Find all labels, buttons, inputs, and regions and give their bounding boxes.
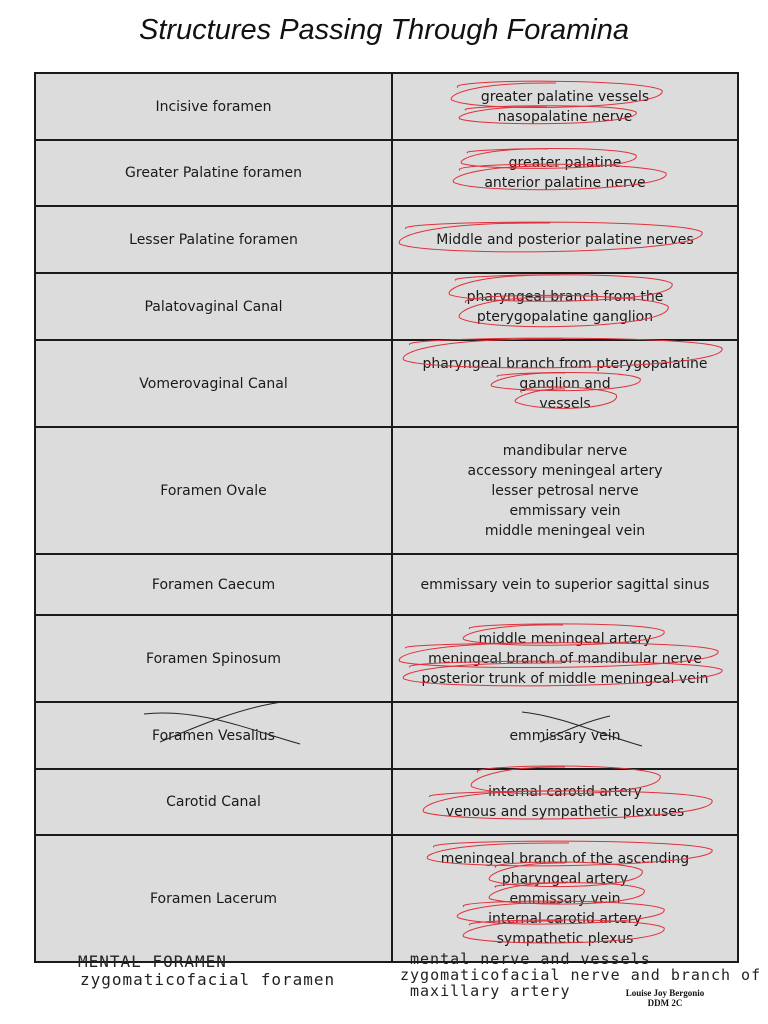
foramen-name: Vomerovaginal Canal — [139, 375, 288, 392]
structures-cell — [392, 340, 738, 427]
table-row — [35, 273, 738, 340]
structures-cell — [392, 206, 738, 273]
author-signature — [610, 988, 720, 1008]
handwritten-note-right-1: mental nerve and vessels — [410, 950, 651, 968]
structure-item: pterygopalatine ganglion — [476, 308, 654, 325]
foramen-name: Palatovaginal Canal — [144, 298, 283, 315]
table-row — [35, 615, 738, 702]
table-row — [35, 554, 738, 615]
structure-item: middle meningeal artery — [478, 630, 652, 647]
structure-item: sympathetic plexus — [496, 930, 634, 947]
structure-item: accessory meningeal artery — [467, 462, 663, 479]
structure-item: ganglion and — [519, 375, 611, 392]
structure-item: emmissary vein — [509, 890, 621, 907]
structure-item: internal carotid artery — [488, 910, 642, 927]
structures-cell — [392, 615, 738, 702]
handwritten-note-right-3: maxillary artery — [410, 982, 571, 1000]
page-title: Structures Passing Through Foramina — [139, 14, 629, 46]
structure-item: meningeal branch of mandibular nerve — [428, 650, 702, 667]
structure-item: emmissary vein — [509, 502, 621, 519]
foramen-name: Foramen Ovale — [160, 482, 267, 499]
handwritten-note-left-1: MENTAL FORAMEN — [78, 952, 227, 971]
table-row — [35, 340, 738, 427]
table-row — [35, 835, 738, 962]
structures-cell — [392, 554, 738, 615]
structures-cell — [392, 140, 738, 206]
foramen-name-cell — [35, 340, 392, 427]
author-section: DDM 2C — [647, 998, 683, 1008]
structures-cell — [392, 73, 738, 140]
foramen-name: Foramen Vesalius — [152, 727, 275, 744]
foramen-name-cell — [35, 769, 392, 835]
foramen-name-cell — [35, 73, 392, 140]
structures-cell — [392, 769, 738, 835]
structures-cell — [392, 273, 738, 340]
author-name: Louise Joy Bergonio — [625, 988, 705, 998]
structure-item: mandibular nerve — [502, 442, 628, 459]
structure-item: lesser petrosal nerve — [491, 482, 639, 499]
handwritten-note-left-2: zygomaticofacial foramen — [80, 970, 336, 989]
foramen-name-cell — [35, 835, 392, 962]
foramen-name: Incisive foramen — [155, 98, 272, 115]
structure-item: venous and sympathetic plexuses — [445, 804, 685, 820]
foramen-name-cell — [35, 702, 392, 769]
foramen-name-cell — [35, 554, 392, 615]
foramen-name: Foramen Caecum — [151, 576, 276, 593]
foramen-name-cell — [35, 427, 392, 554]
structure-item: pharyngeal artery — [501, 870, 629, 887]
foramen-name: Foramen Spinosum — [146, 650, 281, 667]
structure-item: pharyngeal branch from pterygopalatine — [422, 355, 708, 372]
handwritten-note-right-2: zygomaticofacial nerve and branch of — [400, 966, 762, 984]
foramen-name: Foramen Lacerum — [150, 890, 277, 907]
structure-item: vessels — [539, 395, 591, 412]
foramen-name: Carotid Canal — [166, 794, 261, 810]
foramen-name-cell — [35, 615, 392, 702]
foramina-table — [34, 72, 739, 963]
foramen-name-cell — [35, 140, 392, 206]
structure-item: greater palatine — [508, 155, 622, 171]
table-row — [35, 206, 738, 273]
table-row — [35, 140, 738, 206]
foramen-name-cell — [35, 206, 392, 273]
table-row — [35, 702, 738, 769]
structure-item: Middle and posterior palatine nerves — [436, 231, 694, 248]
structure-item: emmissary vein to superior sagittal sinus — [420, 576, 710, 593]
structure-item: greater palatine vessels — [480, 88, 650, 105]
structure-item: meningeal branch of the ascending — [440, 850, 690, 867]
structure-item: posterior trunk of middle meningeal vein — [421, 670, 709, 687]
structure-item: middle meningeal vein — [484, 522, 646, 539]
structure-item: emmissary vein — [509, 727, 621, 744]
structure-item: internal carotid artery — [488, 784, 642, 800]
structure-item: anterior palatine nerve — [484, 175, 646, 191]
structures-cell — [392, 702, 738, 769]
structure-item: nasopalatine nerve — [497, 108, 633, 125]
foramen-name: Lesser Palatine foramen — [129, 231, 298, 248]
foramen-name: Greater Palatine foramen — [125, 165, 302, 181]
table-row — [35, 769, 738, 835]
structure-item: pharyngeal branch from the — [466, 288, 664, 305]
table-row — [35, 427, 738, 554]
structures-cell — [392, 427, 738, 554]
table-row — [35, 73, 738, 140]
structures-cell — [392, 835, 738, 962]
foramen-name-cell — [35, 273, 392, 340]
